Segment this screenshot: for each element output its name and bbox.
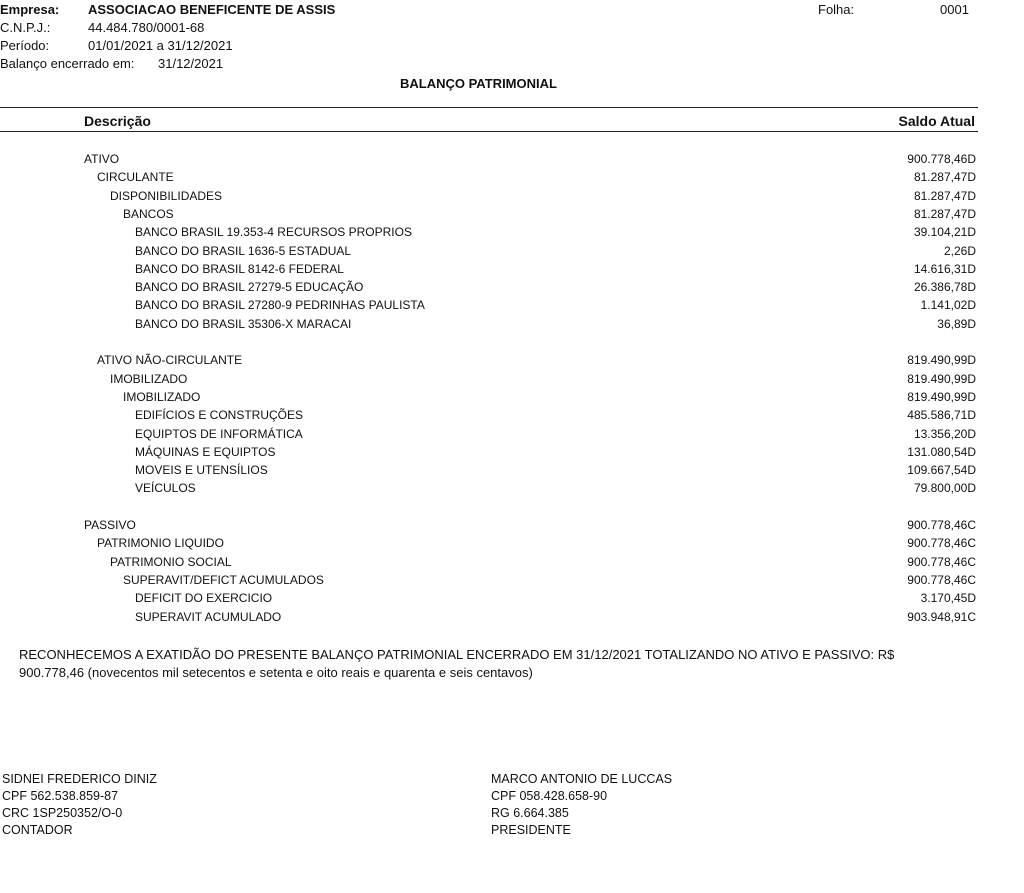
account-description: EQUIPTOS DE INFORMÁTICA [135, 427, 303, 441]
account-balance: 900.778,46C [907, 536, 976, 550]
table-row [0, 573, 976, 591]
table-row [0, 280, 976, 298]
account-balance: 79.800,00D [913, 481, 976, 495]
account-balance: 903.948,91C [907, 610, 976, 624]
table-row [0, 170, 976, 188]
table-row [0, 536, 976, 554]
signer-role: CONTADOR [2, 823, 73, 837]
account-balance: 819.490,99D [907, 353, 976, 367]
account-description: MÁQUINAS E EQUIPTOS [135, 445, 276, 459]
period-label: Período: [0, 38, 50, 53]
company-name: ASSOCIACAO BENEFICENTE DE ASSIS [88, 2, 336, 17]
cnpj-label: C.N.P.J.: [0, 20, 51, 35]
table-row [0, 353, 976, 371]
account-balance: 39.104,21D [913, 225, 976, 239]
account-balance: 14.616,31D [913, 262, 976, 276]
account-description: IMOBILIZADO [123, 390, 201, 404]
signature-president [491, 771, 672, 839]
signer-registration: CRC 1SP250352/O-0 [2, 806, 123, 820]
signer-id: CPF 562.538.859-87 [2, 789, 119, 803]
table-row [0, 610, 976, 628]
table-row [0, 207, 976, 225]
table-row [0, 189, 976, 207]
account-description: ATIVO [84, 152, 120, 166]
table-row [0, 372, 976, 390]
signer-name: SIDNEI FREDERICO DINIZ [2, 772, 157, 786]
closing-date-value: 31/12/2021 [158, 56, 224, 71]
column-balance: Saldo Atual [898, 113, 975, 129]
account-description: BANCO DO BRASIL 27279-5 EDUCAÇÃO [135, 280, 364, 294]
table-row [0, 390, 976, 408]
account-balance: 819.490,99D [907, 390, 976, 404]
table-row [0, 481, 976, 499]
account-description: IMOBILIZADO [110, 372, 188, 386]
table-row [0, 262, 976, 280]
table-row [0, 298, 976, 316]
table-row [0, 427, 976, 445]
account-description: PATRIMONIO LIQUIDO [97, 536, 224, 550]
signer-name: MARCO ANTONIO DE LUCCAS [491, 772, 673, 786]
account-balance: 900.778,46C [907, 555, 976, 569]
sheet-label: Folha: [818, 2, 855, 17]
account-balance: 900.778,46C [907, 518, 976, 532]
table-row [0, 244, 976, 262]
account-balance: 3.170,45D [920, 591, 976, 605]
account-description: PASSIVO [84, 518, 136, 532]
account-balance: 36,89D [937, 317, 976, 331]
account-description: SUPERAVIT/DEFICT ACUMULADOS [123, 573, 324, 587]
account-description: ATIVO NÃO-CIRCULANTE [97, 353, 243, 367]
period-value: 01/01/2021 a 31/12/2021 [88, 38, 233, 53]
account-balance: 109.667,54D [907, 463, 976, 477]
table-row [0, 591, 976, 609]
account-description: PATRIMONIO SOCIAL [110, 555, 232, 569]
account-balance: 81.287,47D [913, 189, 976, 203]
table-row [0, 225, 976, 243]
table-row [0, 317, 976, 335]
account-description: VEÍCULOS [135, 481, 196, 495]
table-row [0, 408, 976, 426]
signer-role: PRESIDENTE [491, 823, 571, 837]
account-description: DISPONIBILIDADES [110, 189, 223, 203]
account-balance: 900.778,46D [907, 152, 976, 166]
table-row [0, 463, 976, 481]
account-balance: 900.778,46C [907, 573, 976, 587]
column-description: Descrição [84, 113, 151, 129]
account-description: CIRCULANTE [97, 170, 174, 184]
account-description: EDIFÍCIOS E CONSTRUÇÕES [135, 408, 304, 422]
cnpj-value: 44.484.780/0001-68 [88, 20, 205, 35]
account-description: BANCO DO BRASIL 1636-5 ESTADUAL [135, 244, 352, 258]
account-balance: 13.356,20D [913, 427, 976, 441]
header-top-rule [0, 107, 978, 108]
account-balance: 81.287,47D [913, 207, 976, 221]
header-bottom-rule [0, 131, 978, 132]
closing-date-label: Balanço encerrado em: [0, 56, 135, 71]
document-title: BALANÇO PATRIMONIAL [400, 76, 557, 91]
account-balance: 485.586,71D [907, 408, 976, 422]
table-row [0, 152, 976, 170]
account-balance: 2,26D [943, 244, 976, 258]
account-description: MOVEIS E UTENSÍLIOS [135, 463, 268, 477]
account-description: SUPERAVIT ACUMULADO [135, 610, 282, 624]
account-balance: 81.287,47D [913, 170, 976, 184]
account-description: BANCO DO BRASIL 8142-6 FEDERAL [135, 262, 344, 276]
signer-id: CPF 058.428.658-90 [491, 789, 608, 803]
account-description: BANCO DO BRASIL 35306-X MARACAI [135, 317, 352, 331]
sheet-number: 0001 [940, 2, 969, 17]
table-row [0, 445, 976, 463]
table-row [0, 555, 976, 573]
account-balance: 1.141,02D [920, 298, 976, 312]
account-description: BANCOS [123, 207, 174, 221]
company-label: Empresa: [0, 2, 60, 17]
account-description: BANCO BRASIL 19.353-4 RECURSOS PROPRIOS [135, 225, 412, 239]
account-description: BANCO DO BRASIL 27280-9 PEDRINHAS PAULISTA [135, 298, 425, 312]
account-balance: 819.490,99D [907, 372, 976, 386]
account-balance: 131.080,54D [907, 445, 976, 459]
signature-accountant [2, 771, 157, 839]
account-description: DEFICIT DO EXERCICIO [135, 591, 273, 605]
account-balance: 26.386,78D [913, 280, 976, 294]
signer-registration: RG 6.664.385 [491, 806, 569, 820]
table-row [0, 518, 976, 536]
declaration-text: RECONHECEMOS A EXATIDÃO DO PRESENTE BALANÇO PATRIMONIAL ENCERRADO EM 31/12/2021 TOTALIZANDO NO ATIVO E PASSIVO: R$ 900.778,46 (novecentos mil setecentos e setenta e oito reais e quarenta e seis centavos) [19, 647, 895, 680]
